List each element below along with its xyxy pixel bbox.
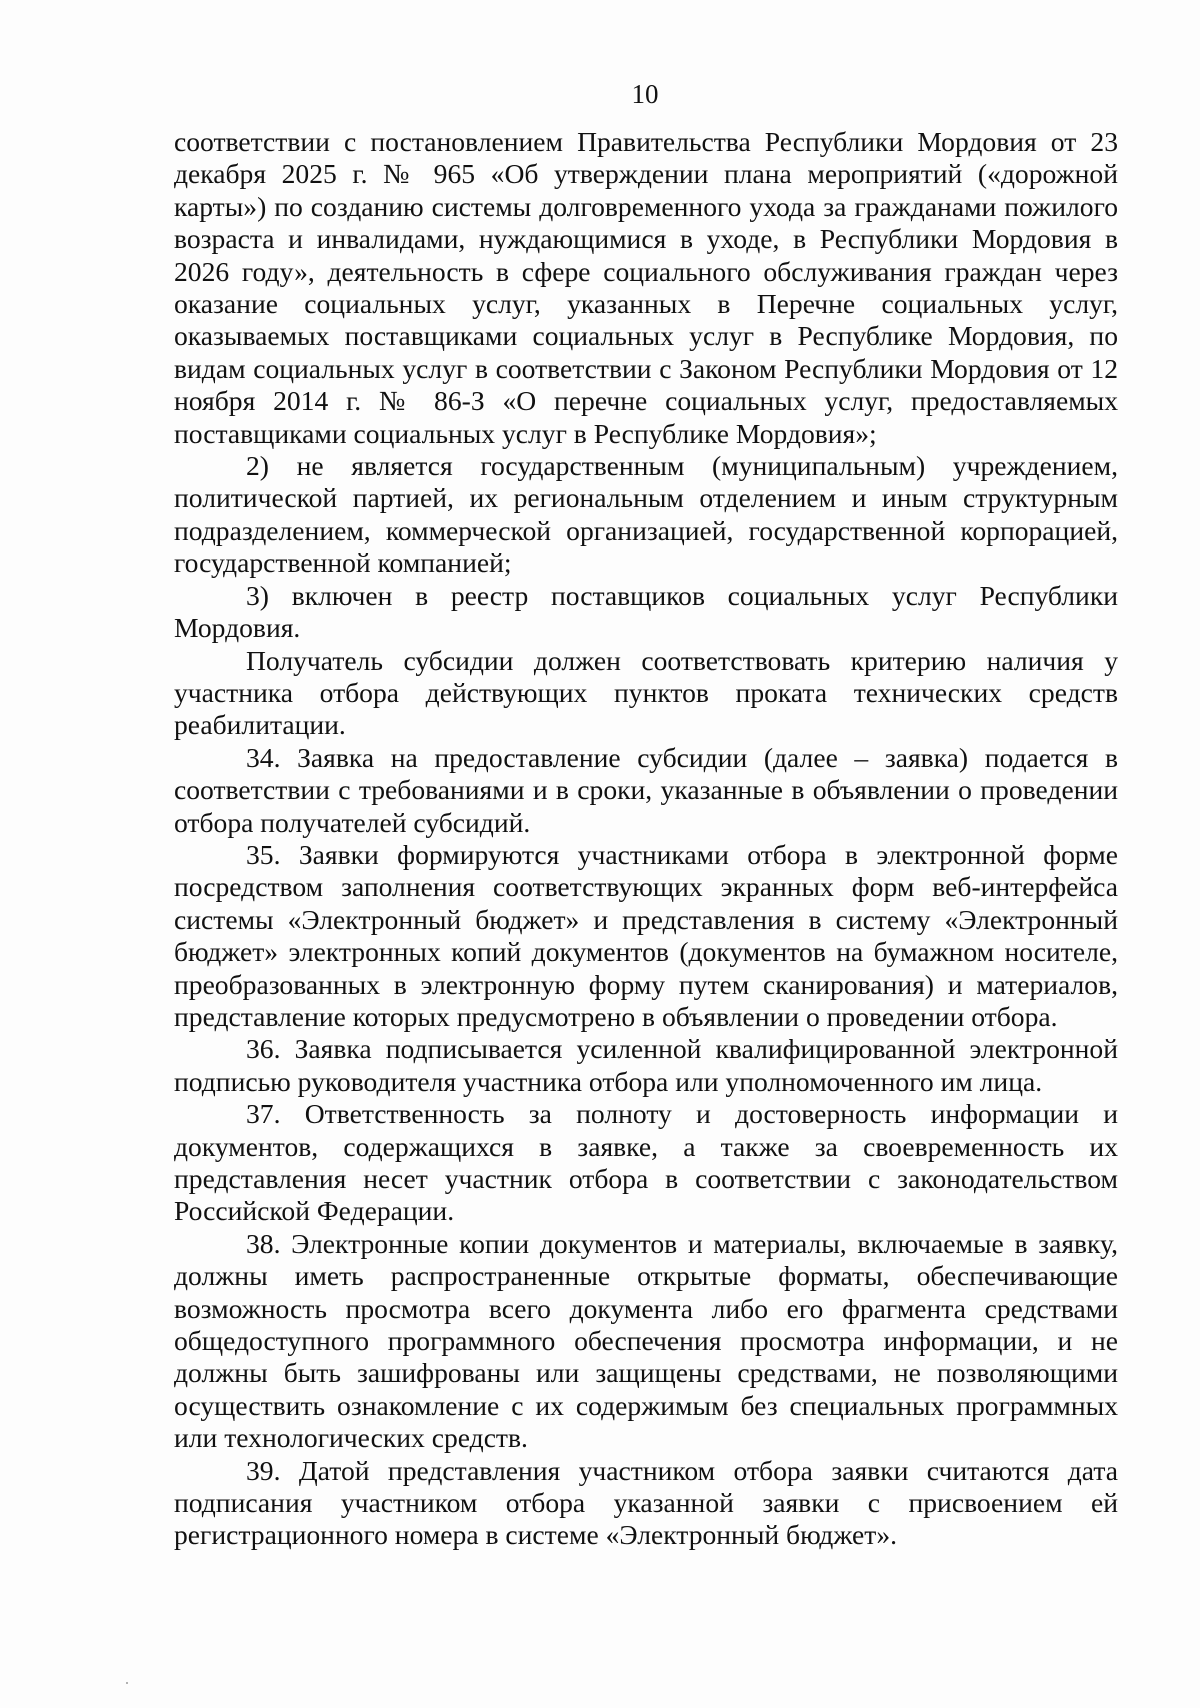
paragraph-39: 39. Датой представления участником отбора заявки считаются дата подписания участником отбора указанной заявки с присвоением ей регистрационного номера в системе «Электронный бюджет». [174, 1454, 1118, 1551]
paragraph-34: 34. Заявка на предоставление субсидии (далее – заявка) подается в соответствии с требованиями и в сроки, указанные в объявлении о проведении отбора получателей субсидий. [174, 741, 1118, 838]
paragraph-35: 35. Заявки формируются участниками отбора в электронной форме посредством заполнения соответствующих экранных форм веб-интерфейса системы «Электронный бюджет» и представления в систему «Электронный бюджет» электронных копий документов (документов на бумажном носителе, преобразованных в электронную форму путем сканирования) и материалов, представление которых предусмотрено в объявлении о проведении отбора. [174, 838, 1118, 1032]
paragraph-item-3: 3) включен в реестр поставщиков социальных услуг Республики Мордовия. [174, 579, 1118, 644]
paragraph-38: 38. Электронные копии документов и материалы, включаемые в заявку, должны иметь распространенные открытые форматы, обеспечивающие возможность просмотра всего документа либо его фрагмента средствами общедоступного программного обеспечения просмотра информации, и не должны быть зашифрованы или защищены средствами, не позволяющими осуществить ознакомление с их содержимым без специальных программных или технологических средств. [174, 1227, 1118, 1454]
paragraph-criterion: Получатель субсидии должен соответствовать критерию наличия у участника отбора действующих пунктов проката технических средств реабилитации. [174, 644, 1118, 741]
document-body [174, 126, 1118, 1552]
paragraph-37: 37. Ответственность за полноту и достоверность информации и документов, содержащихся в заявке, а также за своевременность их представления несет участник отбора в соответствии с законодательством Российской Федерации. [174, 1098, 1118, 1227]
page-number: 10 [631, 79, 659, 109]
scan-speck [126, 1682, 128, 1684]
paragraph-item-2: 2) не является государственным (муниципальным) учреждением, политической партией, их региональным отделением и иным структурным подразделением, коммерческой организацией, государственной корпорацией, государственной компанией; [174, 450, 1118, 579]
paragraph-36: 36. Заявка подписывается усиленной квалифицированной электронной подписью руководителя участника отбора или уполномоченного им лица. [174, 1033, 1118, 1097]
paragraph-continuation: соответствии с постановлением Правительства Республики Мордовия от 23 декабря 2025 г. № 965 «Об утверждении плана мероприятий («дорожной карты») по созданию системы долговременного ухода за гражданами пожилого возраста и инвалидами, нуждающимися в уходе, в Республики Мордовия в 2026 году», деятельность в сфере социального обслуживания граждан через оказание социальных услуг, указанных в Перечне социальных услуг, оказываемых поставщиками социальных услуг в Республике Мордовия, по видам социальных услуг в соответствии с Законом Республики Мордовия от 12 ноября 2014 г. № 86-З «О перечне социальных услуг, предоставляемых поставщиками социальных услуг в Республике Мордовия»; [174, 126, 1118, 449]
